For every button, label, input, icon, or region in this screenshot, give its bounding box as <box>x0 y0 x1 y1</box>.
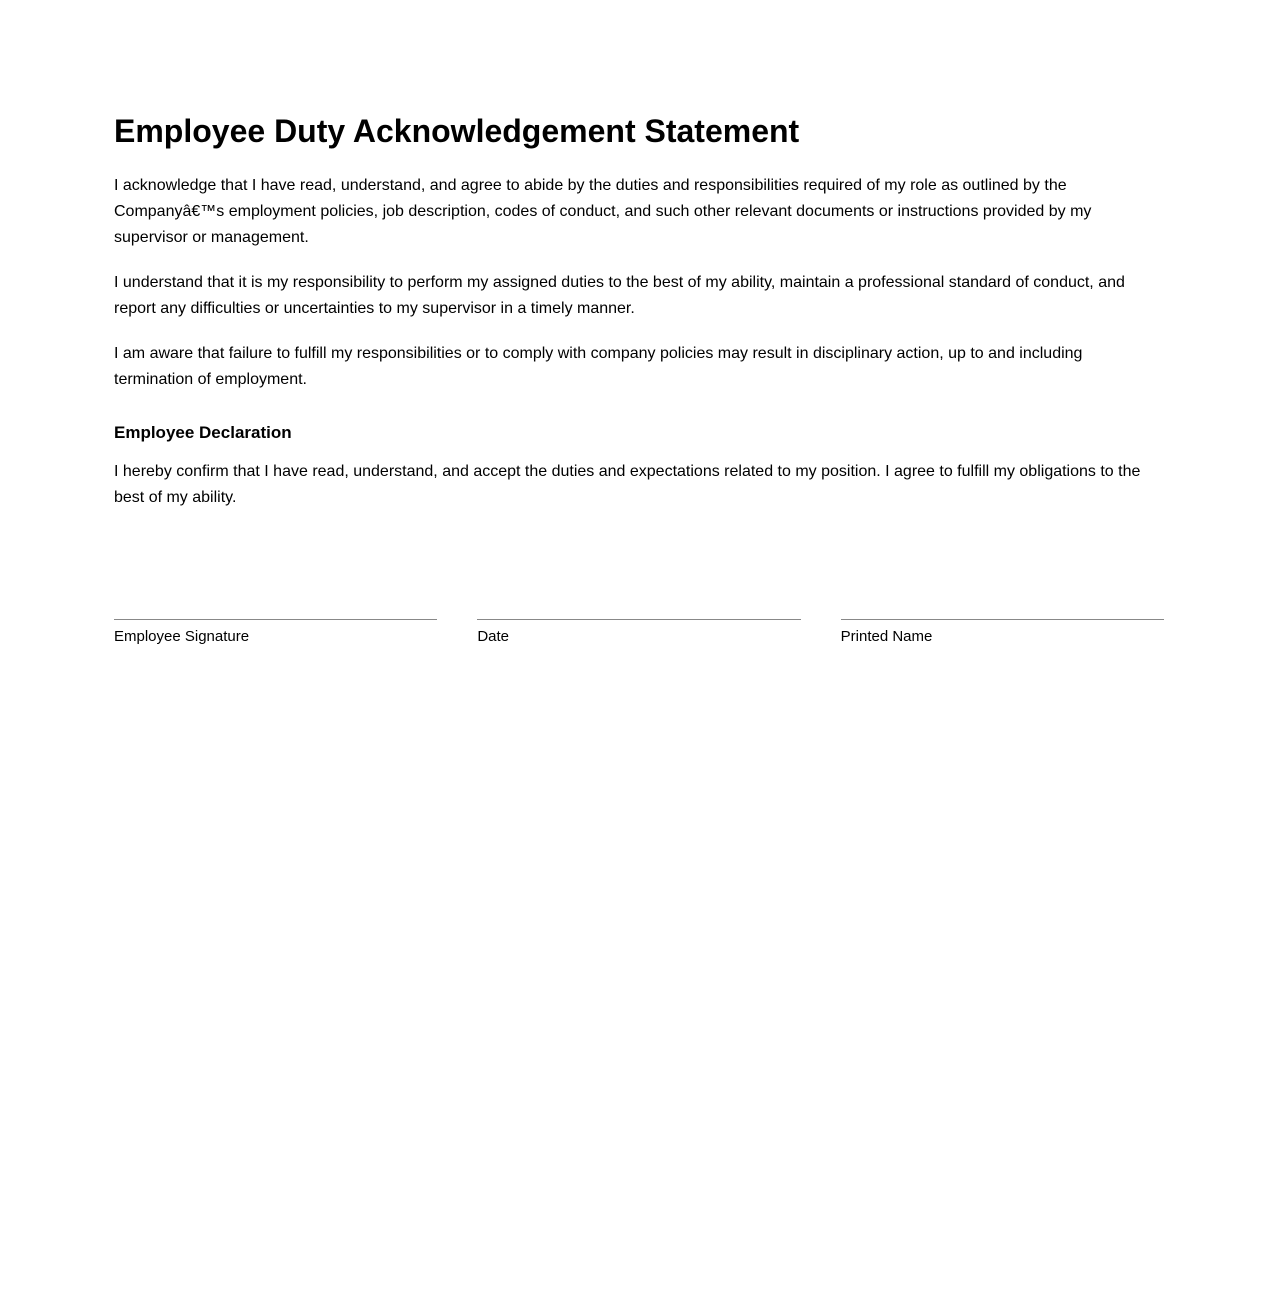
paragraph-consequences: I am aware that failure to fulfill my responsibilities or to comply with company policies may result in disciplinary action, up to and including termination of employment. <box>114 345 1083 388</box>
signature-label: Employee Signature <box>114 628 250 645</box>
signature-field-date <box>477 619 800 646</box>
signature-field-employee-signature <box>114 619 437 646</box>
date-line <box>477 619 800 620</box>
declaration-text: I hereby confirm that I have read, understand, and accept the duties and expectations related to my position. I agree to fulfill my obligations to the best of my ability. <box>114 463 1141 506</box>
declaration-heading: Employee Declaration <box>114 423 292 442</box>
date-label: Date <box>477 628 510 645</box>
page-title: Employee Duty Acknowledgement Statement <box>114 113 800 149</box>
paragraph-acknowledgement: I acknowledge that I have read, understand, and agree to abide by the duties and responsibilities required of my role as outlined by the Companyâ€™s employment policies, job description, codes of conduct, and such other relevant documents or instructions provided by my supervisor or management. <box>114 177 1092 246</box>
printed-name-label: Printed Name <box>840 628 933 645</box>
printed-name-line <box>841 619 1164 620</box>
signature-line <box>114 619 437 620</box>
paragraph-responsibility: I understand that it is my responsibility to perform my assigned duties to the best of my ability, maintain a professional standard of conduct, and report any difficulties or uncertainties to my supervisor in a timely manner. <box>114 274 1125 317</box>
signature-section <box>114 619 1164 646</box>
signature-field-printed-name <box>841 619 1164 646</box>
